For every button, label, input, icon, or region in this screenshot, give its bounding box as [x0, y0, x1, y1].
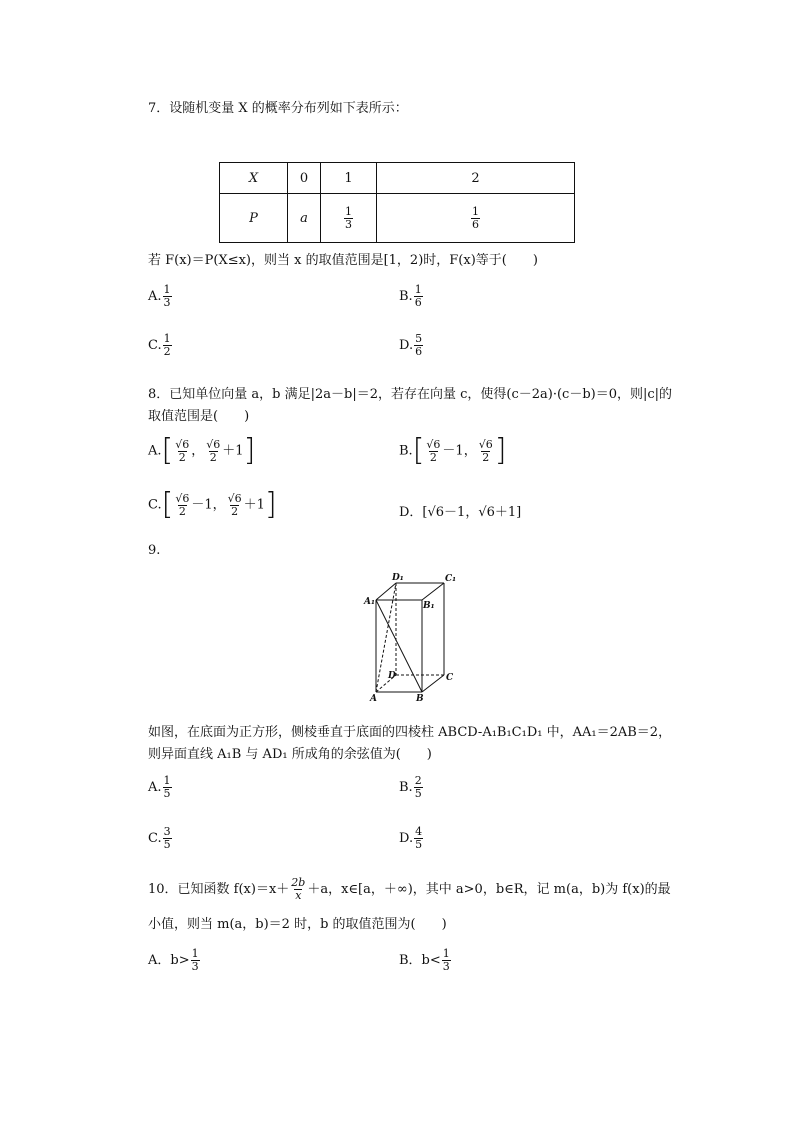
q7-option-b: B. $\frac{1}{6}$ [399, 283, 422, 309]
table-p-sixth: $\frac{1}{6}$ [377, 194, 575, 243]
label-c1: C₁ [445, 574, 457, 584]
table-p-third: $\frac{1}{3}$ [321, 194, 377, 243]
edge-bc [422, 675, 444, 692]
q8-option-c: C.[ $\frac{√6}{2}$ －1， $\frac{√6}{2}$ ＋1] [148, 487, 277, 522]
label-b: B [416, 694, 424, 704]
label-d1: D₁ [392, 573, 404, 583]
label-d: D [388, 671, 396, 681]
q9-option-a: A. $\frac{1}{5}$ [148, 774, 171, 800]
q9-text1: 如图，在底面为正方形，侧棱垂直于底面的四棱柱 ABCD-A₁B₁C₁D₁ 中，AA₁＝2AB＝2， [148, 725, 672, 740]
edge-c1b1 [422, 583, 444, 600]
label-b1: B₁ [423, 601, 435, 611]
q9-number: 9. [148, 543, 161, 558]
prism-figure [360, 570, 460, 705]
q8-option-b: B.[ $\frac{√6}{2}$ －1， $\frac{√6}{2}$ ] [399, 433, 507, 468]
q7-option-d: D. $\frac{5}{6}$ [399, 332, 423, 358]
q7-stem: 7．设随机变量 X 的概率分布列如下表所示： [148, 101, 408, 116]
table-p-a: a [288, 194, 321, 243]
table-p-label: P [220, 194, 288, 243]
q7-question: 若 F(x)＝P(X≤x)，则当 x 的取值范围是[1，2)时，F(x)等于( ) [148, 253, 538, 268]
q7-option-c: C. $\frac{1}{2}$ [148, 332, 171, 358]
q8-line2: 取值范围是( ) [148, 409, 250, 424]
q9-option-c: C. $\frac{3}{5}$ [148, 825, 171, 851]
q8-line1: 8．已知单位向量 a，b 满足|2a－b|＝2，若存在向量 c，使得(c－2a)·(c－b)＝0，则|c|的 [148, 387, 673, 402]
table-header-1: 1 [321, 163, 377, 194]
label-a1: A₁ [364, 597, 375, 607]
q8-option-a: A.[ $\frac{√6}{2}$ ， $\frac{√6}{2}$ ＋1] [148, 433, 256, 468]
probability-table [219, 162, 575, 243]
q8-option-d: D．[√6－1，√6＋1] [399, 505, 522, 520]
q10-option-a: A．b> $\frac{1}{3}$ [148, 947, 199, 973]
q7-option-a: A. $\frac{1}{3}$ [148, 283, 171, 309]
q9-text2: 则异面直线 A₁B 与 AD₁ 所成角的余弦值为( ) [148, 747, 432, 762]
q10-option-b: B．b< $\frac{1}{3}$ [399, 947, 450, 973]
diagonal-a1b [376, 600, 422, 692]
q9-option-b: B. $\frac{2}{5}$ [399, 774, 422, 800]
label-c: C [446, 673, 454, 683]
table-header-0: 0 [288, 163, 321, 194]
label-a: A [370, 694, 377, 704]
q9-option-d: D. $\frac{4}{5}$ [399, 825, 423, 851]
q10-line2: 小值，则当 m(a，b)＝2 时，b 的取值范围为( ) [148, 917, 447, 932]
q10-line1: 10．已知函数 f(x)＝x＋ $\frac{2b}{x}$ ＋a，x∈[a，＋∞)，其中 a>0，b∈R，记 m(a，b)为 f(x)的最 [148, 876, 671, 902]
table-header-x: X [220, 163, 288, 194]
table-header-2: 2 [377, 163, 575, 194]
